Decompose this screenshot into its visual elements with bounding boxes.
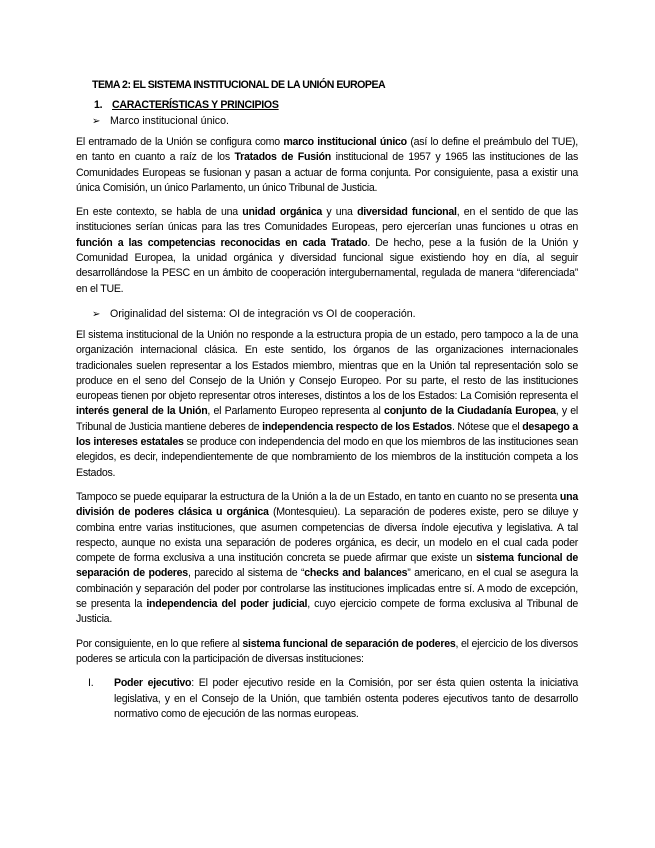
paragraph-2: En este contexto, se habla de una unidad orgánica y una diversidad funcional, en el sentido de que las instituciones serían únicas para las tres Comunidades Europeas, pero ejercerían unas funciones u otras en función a las competencias reconocidas en cada Tratado. De hecho, pese a la fusión de la Unión y Comunidad Europea, la unidad orgánica y diversidad funcional sigue existiendo hoy en día, al seguir desarrollándose la PESC en un ámbito de cooperación intergubernamental, regulada de manera “diferenciada” en el TUE.: [76, 206, 579, 295]
paragraph-3: El sistema institucional de la Unión no responde a la estructura propia de un estado, pero tampoco a la de una organización internacional clásica. En este sentido, los órganos de las organizaciones internacionales tradicionales suelen representar a los Estados miembro, mientras que en la Unión tal representación solo se produce en el seno del Consejo de la Unión y Consejo Europeo. Por su parte, el resto de las instituciones europeas tienen por objeto representar otros intereses, distintos a los de los Estados: La Comisión representa el interés general de la Unión, el Parlamento Europeo representa al conjunto de la Ciudadanía Europea, y el Tribunal de Justicia mantiene deberes de independencia respecto de los Estados. Nótese que el desapego a los intereses estatales se produce con independencia del modo en que los miembros de las instituciones sean elegidos, es decir, independientemente de que nombramiento de los miembros de la institución competa a los Estados.: [76, 328, 579, 479]
paragraph-1: El entramado de la Unión se configura como marco institucional único (así lo define el preámbulo del TUE), en tanto en cuanto a raíz de los Tratados de Fusión institucional de 1957 y 1965 las instituciones de las Comunidades Europeas se fusionan y pasan a actuar de forma conjunta. Por consiguiente, pasa a existir una única Comisión, un único Parlamento, un único Tribunal de Justicia.: [76, 136, 578, 194]
bold-term: una división de poderes clásica u orgánica: [76, 490, 578, 519]
list-item-number: I.: [88, 677, 94, 690]
bold-term: sistema funcional de separación de poderes: [242, 637, 456, 650]
section-label: CARACTERÍSTICAS Y PRINCIPIOS: [112, 99, 279, 111]
bold-term: interés general de la Unión: [76, 405, 208, 418]
bold-term: unidad orgánica: [242, 206, 323, 219]
bullet-originalidad: [92, 308, 578, 320]
bullet-text: Originalidad del sistema: OI de integración vs OI de cooperación.: [110, 307, 416, 320]
document-title: TEMA 2: EL SISTEMA INSTITUCIONAL DE LA UNIÓN EUROPEA: [92, 79, 386, 91]
bold-term: diversidad funcional: [357, 206, 457, 219]
arrow-bullet-icon: ➢: [92, 308, 101, 320]
bold-term: checks and balances: [304, 567, 408, 580]
bold-term: Tratados de Fusión: [234, 151, 331, 164]
bold-term: independencia del poder judicial: [146, 598, 308, 611]
arrow-bullet-icon: ➢: [92, 116, 101, 127]
section-heading: [94, 99, 578, 111]
bold-term: marco institucional único: [283, 136, 407, 148]
bold-term: independencia respecto de los Estados: [262, 420, 452, 433]
bold-term: Poder ejecutivo: [114, 677, 192, 690]
paragraph-4: Tampoco se puede equiparar la estructura de la Unión a la de un Estado, en tanto en cuanto no se presenta una división de poderes clásica u orgánica (Montesquieu). La separación de poderes existe, pero se diluye y combina entre varias instituciones, que asumen competencias de diversa índole ejecutiva y legislativa. A tal respecto, aunque no exista una separación de poderes orgánica, es decir, un modelo en el cual cada poder compete de forma exclusiva a una institución concreta se puede afirmar que existe un sistema funcional de separación de poderes, parecido al sistema de “checks and balances” americano, en el cual se asegura la combinación y separación del poder por controlarse las instituciones implicadas entre sí. A modo de excepción, se presenta la independencia del poder judicial, cuyo ejercicio compete de forma exclusiva al Tribunal de Justicia.: [76, 490, 579, 626]
paragraph-5: Por consiguiente, en lo que refiere al sistema funcional de separación de poderes, el ejercicio de los diversos poderes se articula con la participación de diversas instituciones:: [76, 637, 578, 665]
bullet-marco-institucional: [92, 115, 578, 127]
list-item-text: Poder ejecutivo: El poder ejecutivo reside en la Comisión, por ser ésta quien ostenta la iniciativa legislativa, y en el Consejo de la Unión, que también ostenta poderes ejecutivos tanto de desarrollo normativo como de ejecución de las normas europeas.: [114, 677, 578, 720]
section-number: 1.: [94, 99, 103, 111]
bold-term: sistema funcional de separación de poderes: [76, 552, 578, 580]
bold-term: conjunto de la Ciudadanía Europea: [384, 405, 556, 418]
list-item-poder-ejecutivo: [88, 676, 578, 722]
bold-term: función a las competencias reconocidas en cada Tratado: [76, 236, 368, 249]
bold-term: desapego a los intereses estatales: [76, 420, 579, 449]
bullet-text: Marco institucional único.: [110, 115, 229, 127]
